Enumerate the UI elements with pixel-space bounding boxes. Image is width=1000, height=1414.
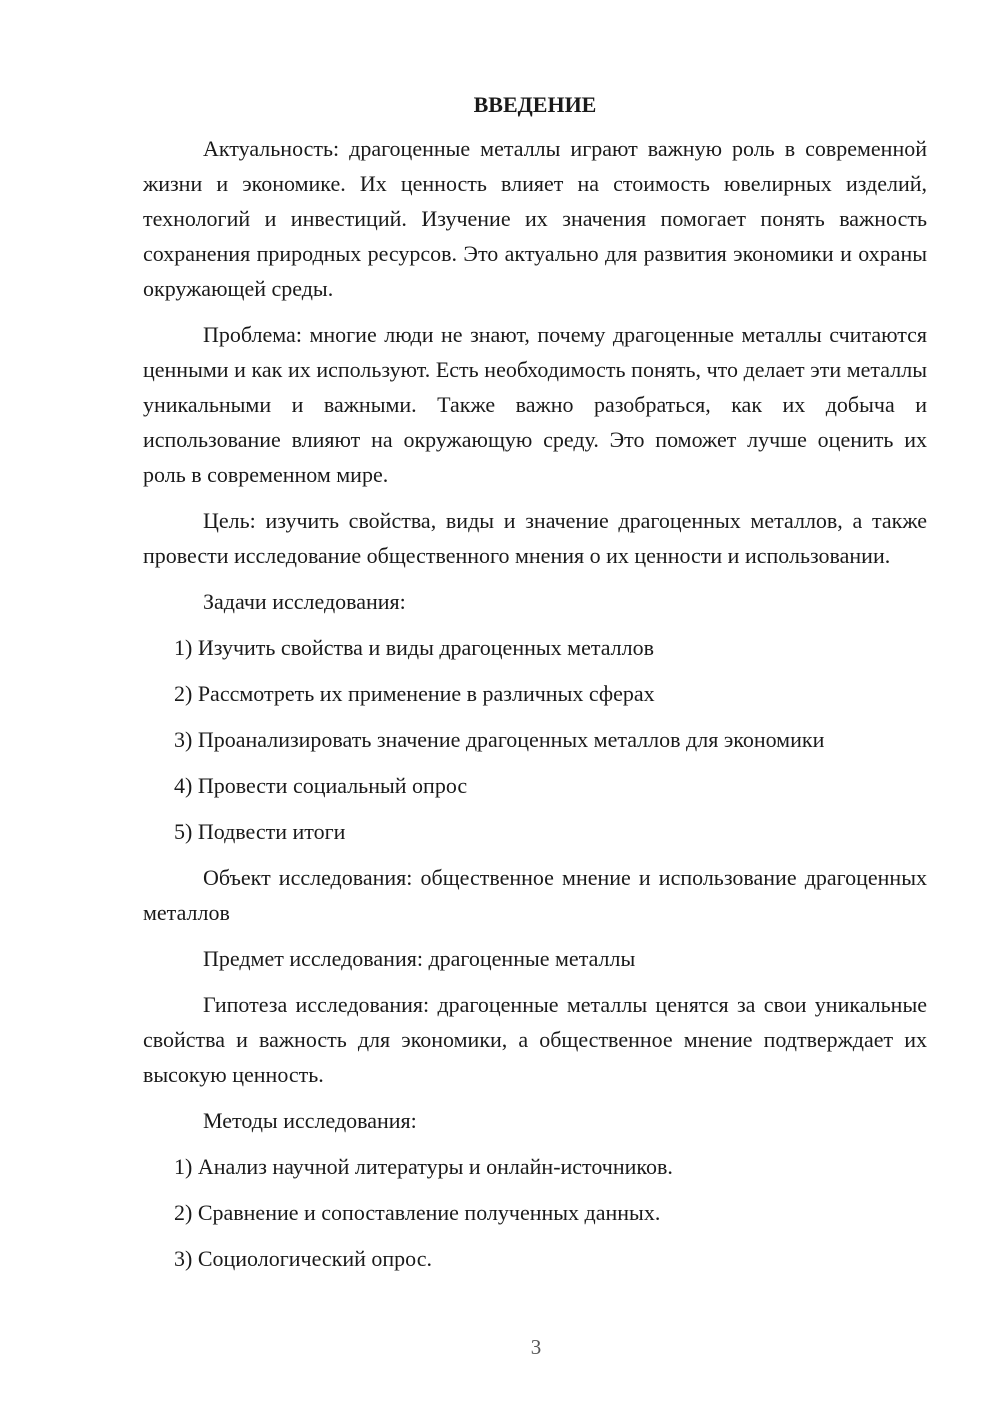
object-paragraph: Объект исследования: общественное мнение и использование драгоценных металлов — [143, 865, 927, 925]
task-item: 2) Рассмотреть их применение в различных сферах — [174, 681, 655, 706]
methods-list — [143, 1149, 927, 1276]
subject-line: Предмет исследования: драгоценные металлы — [203, 946, 636, 971]
methods-heading: Методы исследования: — [203, 1108, 417, 1133]
method-item: 2) Сравнение и сопоставление полученных данных. — [174, 1200, 661, 1225]
task-item: 5) Подвести итоги — [174, 819, 346, 844]
document-page — [143, 90, 927, 1287]
task-item: 4) Провести социальный опрос — [174, 773, 468, 798]
tasks-list — [143, 630, 927, 849]
tasks-heading: Задачи исследования: — [203, 589, 406, 614]
problem-paragraph: Проблема: многие люди не знают, почему драгоценные металлы считаются ценными и как их используют. Есть необходимость понять, что делает эти металлы уникальными и важными. Также важно разобраться, как их добыча и использование влияют на окружающую среду. Это поможет лучше оценить их роль в современном мире. — [143, 322, 927, 487]
goal-paragraph: Цель: изучить свойства, виды и значение драгоценных металлов, а также провести исследование общественного мнения о их ценности и использовании. — [143, 508, 927, 568]
actuality-paragraph: Актуальность: драгоценные металлы играют важную роль в современной жизни и экономике. Их ценность влияет на стоимость ювелирных изделий, технологий и инвестиций. Изучение их значения помогает понять важность сохранения природных ресурсов. Это актуально для развития экономики и охраны окружающей среды. — [143, 136, 927, 301]
task-item: 1) Изучить свойства и виды драгоценных металлов — [174, 635, 655, 660]
hypothesis-paragraph: Гипотеза исследования: драгоценные металлы ценятся за свои уникальные свойства и важность для экономики, а общественное мнение подтверждает их высокую ценность. — [143, 992, 927, 1087]
section-title: ВВЕДЕНИЕ — [473, 92, 597, 117]
task-item: 3) Проанализировать значение драгоценных металлов для экономики — [174, 727, 825, 752]
page-number: 3 — [530, 1335, 542, 1359]
method-item: 1) Анализ научной литературы и онлайн-источников. — [174, 1154, 673, 1179]
method-item: 3) Социологический опрос. — [174, 1246, 432, 1271]
